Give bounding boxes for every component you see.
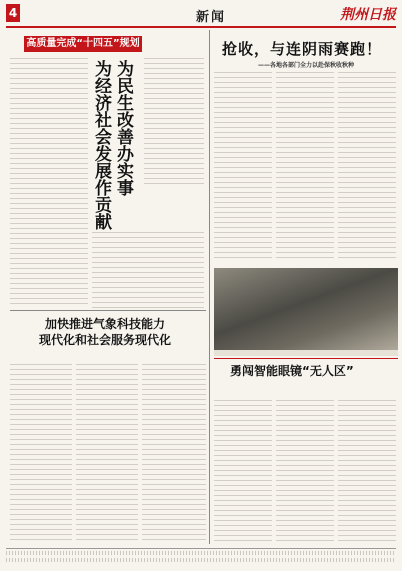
page-header <box>6 4 396 28</box>
photo-caption <box>214 350 398 356</box>
meteorology-body-col2 <box>76 364 138 542</box>
main-story-body-col3 <box>92 232 204 308</box>
main-story-body-col2 <box>144 58 204 188</box>
footer-line-1 <box>6 551 396 555</box>
meteorology-headline-line2: 现代化和社会服务现代化 <box>38 333 171 347</box>
harvest-body-col1 <box>214 72 272 262</box>
accent-rule <box>214 358 398 359</box>
page-footer <box>6 548 396 567</box>
harvest-subhead: ——各地各部门全力以赴保秋收秋种 <box>258 62 355 69</box>
page-number: 4 <box>6 4 20 22</box>
main-headline-line1: 为经济社会发展作贡献 <box>91 60 111 230</box>
main-story-body-col1 <box>10 58 88 308</box>
section-title: 新闻 <box>196 10 227 25</box>
meteorology-headline <box>20 316 190 348</box>
harvest-body-col3 <box>338 72 396 262</box>
meteorology-body-col3 <box>142 364 206 542</box>
harvest-body-col2 <box>276 72 334 262</box>
harvest-headline: 抢收，与连阴雨赛跑！ <box>222 40 383 58</box>
footer-line-2 <box>6 558 396 562</box>
meteorology-headline-line1: 加快推进气象科技能力 <box>44 317 165 331</box>
smart-glasses-body-col1 <box>214 400 272 544</box>
meteorology-body-col1 <box>10 364 72 542</box>
main-headline-line2: 为民生改善办实事 <box>113 60 133 196</box>
smart-glasses-headline: 勇闯智能眼镜“无人区” <box>230 364 354 378</box>
divider <box>10 310 206 311</box>
masthead-logo: 荆州日报 <box>340 7 396 23</box>
news-photo <box>214 268 398 350</box>
smart-glasses-body-col3 <box>338 400 396 544</box>
column-divider <box>209 30 210 544</box>
topic-banner: 高质量完成“十四五”规划 <box>24 36 142 52</box>
smart-glasses-body-col2 <box>276 400 334 544</box>
